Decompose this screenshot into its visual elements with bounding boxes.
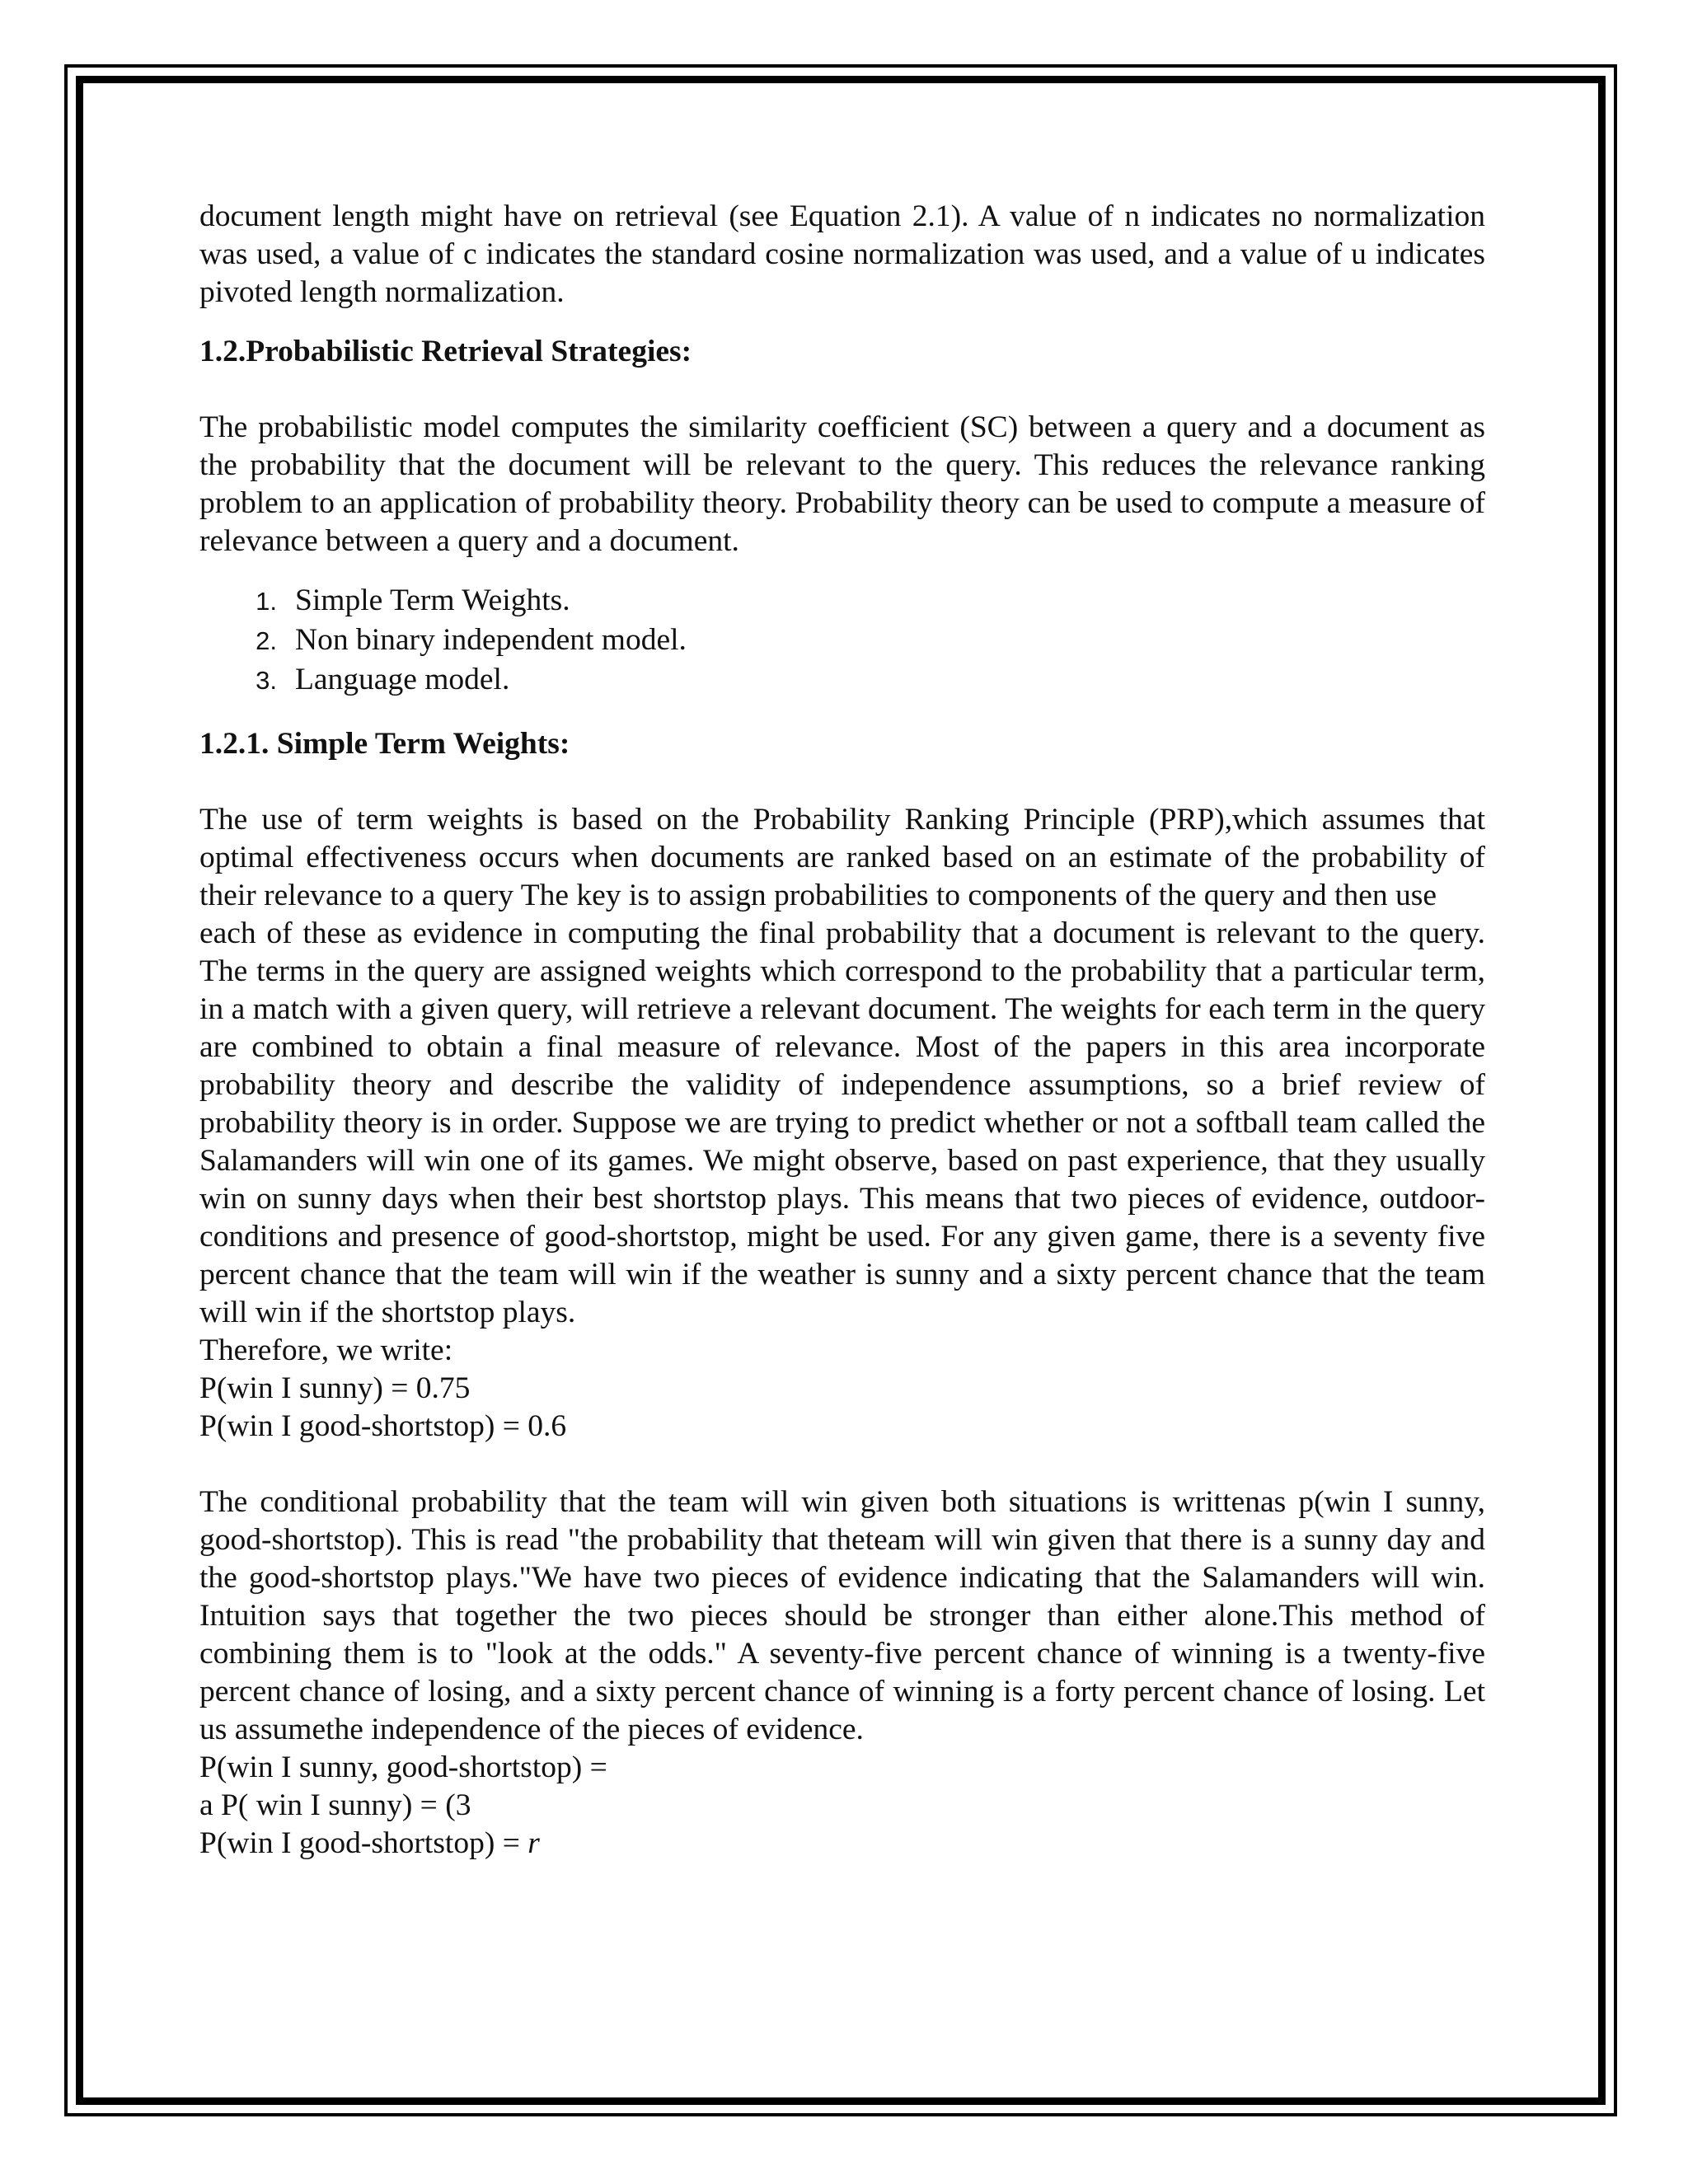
equation-gamma-var: r <box>528 1826 540 1860</box>
equation-win-sunny: P(win I sunny) = 0.75 <box>199 1371 471 1405</box>
list-item <box>199 621 1485 661</box>
probabilistic-model-paragraph: The probabilistic model computes the similarity coefficient (SC) between a query and a document as the probability that the document will be relevant to the query. This reduces the relevance ranking problem to an application of probability theory. Probability theory can be used to compute a measure of relevance between a query and a document. <box>199 410 1485 558</box>
equation-win-shortstop: P(win I good-shortstop) = 0.6 <box>199 1409 567 1443</box>
therefore-line: Therefore, we write: <box>199 1333 453 1367</box>
list-item-text: Simple Term Weights. <box>295 583 570 617</box>
list-item-text: Non binary independent model. <box>295 623 687 657</box>
heading-simple-term-weights: 1.2.1. Simple Term Weights: <box>199 727 570 761</box>
intro-paragraph: document length might have on retrieval (see Equation 2.1). A value of n indicates no normalization was used, a value of c indicates the standard cosine normalization was used, and a value of u indicates pivoted length normalization. <box>199 199 1485 309</box>
term-weights-paragraph: The use of term weights is based on the Probability Ranking Principle (PRP),which assumes that optimal effectiveness occurs when documents are ranked based on an estimate of the probability of their relevance to a query The key is to assign probabilities to components of the query and then use <box>199 803 1485 912</box>
list-item-number: 1. <box>256 587 277 616</box>
conditional-probability-paragraph: The conditional probability that the team will win given both situations is writtenas p(win I sunny, good-shortstop). This is read "the probability that theteam will win given that there is a sunny day and the good-shortstop plays."We have two pieces of evidence indicating that the Salamanders will win. Intuition says that together the two pieces should be stronger than either alone.This method of combining them is to "look at the odds." A seventy-five percent chance of winning is a twenty-five percent chance of losing, and a sixty percent chance of winning is a forty percent chance of losing. Let us assumethe independence of the pieces of evidence. <box>199 1485 1485 1746</box>
document-body <box>199 198 1485 1863</box>
list-item <box>199 661 1485 701</box>
equation-gamma <box>199 1825 1485 1863</box>
equation-gamma-text: P(win I good-shortstop) = <box>199 1826 528 1860</box>
list-item-number: 2. <box>256 626 277 655</box>
list-item-number: 3. <box>256 666 277 695</box>
equation-alpha: a P( win I sunny) = (3 <box>199 1788 471 1822</box>
equation-win-both: P(win I sunny, good-shortstop) = <box>199 1750 607 1784</box>
heading-probabilistic-retrieval: 1.2.Probabilistic Retrieval Strategies: <box>199 335 692 368</box>
term-weights-paragraph-continued: each of these as evidence in computing the final probability that a document is relevant to the query. The terms in the query are assigned weights which correspond to the probability that a particular term, in a match with a given query, will retrieve a relevant document. The weights for each term in the query are combined to obtain a final measure of relevance. Most of the papers in this area incorporate probability theory and describe the validity of independence assumptions, so a brief review of probability theory is in order. Suppose we are trying to predict whether or not a softball team called the Salamanders will win one of its games. We might observe, based on past experience, that they usually win on sunny days when their best shortstop plays. This means that two pieces of evidence, outdoor-conditions and presence of good-shortstop, might be used. For any given game, there is a seventy five percent chance that the team will win if the weather is sunny and a sixty percent chance that the team will win if the shortstop plays. <box>199 916 1485 1329</box>
list-item-text: Language model. <box>295 663 510 696</box>
strategy-list <box>199 582 1485 701</box>
list-item <box>199 582 1485 621</box>
